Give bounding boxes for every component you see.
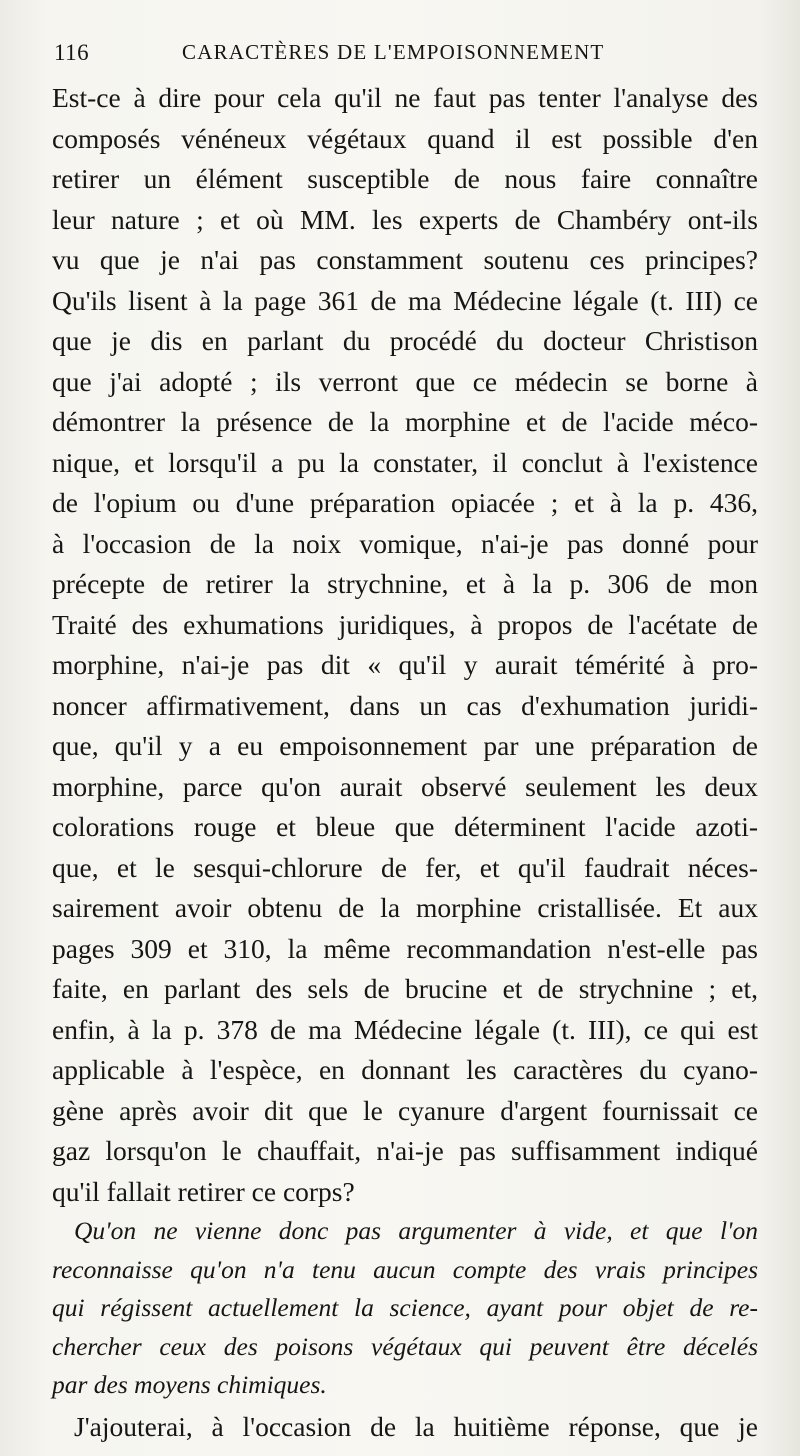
text-line: vu que je n'ai pas constamment soutenu ces principes? xyxy=(52,244,758,275)
text-line: nique, et lorsqu'il a pu la constater, il conclut à l'existence xyxy=(52,446,758,478)
text-line: de l'opium ou d'une préparation opiacée ; et à la p. 436, xyxy=(52,487,758,518)
text-line: retirer un élément susceptible de nous faire connaître xyxy=(52,163,758,194)
body-text xyxy=(52,78,758,1447)
text-line: par des moyens chimiques. xyxy=(52,1370,327,1399)
text-line: Est-ce à dire pour cela qu'il ne faut pas tenter l'analyse des xyxy=(52,82,758,113)
text-line: que, qu'il y a eu empoisonnement par une préparation de xyxy=(52,730,758,761)
page-number: 116 xyxy=(54,40,90,65)
text-line: précepte de retirer la strychnine, et à la p. 306 de mon xyxy=(52,568,758,599)
text-line: applicable à l'espèce, en donnant les caractères du cyano- xyxy=(52,1054,758,1085)
text-line: qu'il fallait retirer ce corps? xyxy=(52,1175,355,1207)
text-line: que j'ai adopté ; ils verront que ce médecin se borne à xyxy=(52,365,758,397)
page-header xyxy=(54,40,754,76)
text-line: morphine, n'ai-je pas dit « qu'il y aurait témérité à pro- xyxy=(52,649,758,680)
text-line: faite, en parlant des sels de brucine et de strychnine ; et, xyxy=(52,973,758,1004)
text-line: composés vénéneux végétaux quand il est possible d'en xyxy=(52,122,758,154)
text-line: que je dis en parlant du procédé du docteur Christison xyxy=(52,325,758,356)
text-line: enfin, à la p. 378 de ma Médecine légale (t. III), ce qui est xyxy=(52,1013,758,1045)
text-line: qui régissent actuellement la science, ayant pour objet de re- xyxy=(52,1293,758,1322)
text-line: reconnaisse qu'on n'a tenu aucun compte des vrais principes xyxy=(52,1254,758,1284)
text-line: Qu'ils lisent à la page 361 de ma Médecine légale (t. III) ce xyxy=(52,284,758,316)
text-line: morphine, parce qu'on aurait observé seulement les deux xyxy=(52,770,758,802)
text-line: Qu'on ne vienne donc pas argumenter à vide, et que l'on xyxy=(74,1216,758,1245)
paragraph-3 xyxy=(52,1407,758,1448)
text-line: chercher ceux des poisons végétaux qui peuvent être décelés xyxy=(52,1331,758,1361)
text-line: J'ajouterai, à l'occasion de la huitième réponse, que je xyxy=(74,1410,758,1442)
text-line: Traité des exhumations juridiques, à propos de l'acétate de xyxy=(52,608,758,640)
text-line: sairement avoir obtenu de la morphine cristallisée. Et aux xyxy=(52,892,758,923)
text-line: gène après avoir dit que le cyanure d'argent fournissait ce xyxy=(52,1094,758,1126)
text-line: gaz lorsqu'on le chauffait, n'ai-je pas suffisamment indiqué xyxy=(52,1135,758,1166)
running-title: CARACTÈRES DE L'EMPOISONNEMENT xyxy=(182,40,605,64)
paragraph-2 xyxy=(52,1212,758,1405)
text-line: pages 309 et 310, la même recommandation n'est-elle pas xyxy=(52,932,758,964)
text-line: que, et le sesqui-chlorure de fer, et qu'il faudrait néces- xyxy=(52,851,758,883)
text-line: colorations rouge et bleue que déterminent l'acide azoti- xyxy=(52,811,758,842)
text-line: démontrer la présence de la morphine et de l'acide méco- xyxy=(52,406,758,437)
text-line: leur nature ; et où MM. les experts de Chambéry ont-ils xyxy=(52,203,758,235)
text-line: noncer affirmativement, dans un cas d'exhumation juridi- xyxy=(52,689,758,721)
paragraph-1 xyxy=(52,78,758,1212)
text-line: à l'occasion de la noix vomique, n'ai-je pas donné pour xyxy=(52,527,758,559)
